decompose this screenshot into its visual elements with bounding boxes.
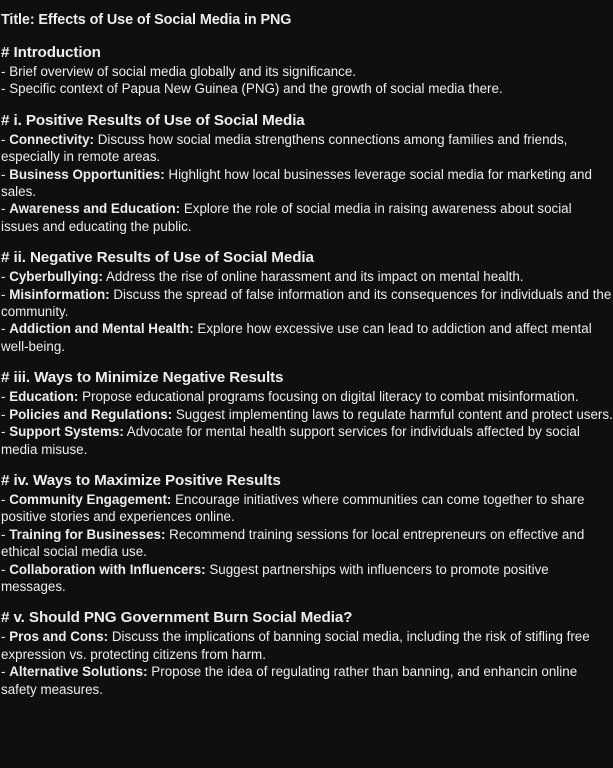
item-text: Specific context of Papua New Guinea (PNG) and the growth of social media there. [9,81,503,97]
item-term: Policies and Regulations: [9,406,173,422]
list-item [1,63,613,80]
section-introduction [1,43,613,98]
item-term: Cyberbullying: [9,269,103,285]
item-text: Brief overview of social media globally and its significance. [9,64,357,79]
item-text: Suggest partnerships with influencers to promote positive messages. [1,561,549,594]
list-item [1,663,613,698]
list-item [1,286,613,321]
item-text: Address the rise of online harassment and its impact on mental health. [102,269,524,285]
document [1,10,613,711]
section-negative-results [1,248,613,355]
item-prefix: - [1,81,10,97]
item-text: Suggest implementing laws to regulate harmful content and protect users. [172,406,613,422]
list-item [1,166,613,201]
item-text: Advocate for mental health support services for individuals affected by social media misuse. [1,424,580,457]
section-heading: # ii. Negative Results of Use of Social Media [1,249,314,267]
item-term: Awareness and Education: [9,201,181,217]
item-prefix: - [1,286,10,302]
item-prefix: - [1,664,10,680]
list-item [1,388,613,405]
item-prefix: - [1,269,10,285]
item-text: Explore the role of social media in raising awareness about social issues and educating the public. [1,201,572,234]
item-term: Training for Businesses: [9,526,166,542]
list-item [1,491,613,526]
item-prefix: - [1,321,10,337]
list-item [1,200,613,235]
item-term: Connectivity: [9,131,95,147]
item-prefix: - [1,201,10,217]
item-text: Propose the idea of regulating rather than banning, and enhancin online safety measures. [1,664,578,697]
item-term: Support Systems: [9,424,124,440]
list-item [1,526,613,561]
item-text: Propose educational programs focusing on digital literacy to combat misinformation. [78,389,579,405]
item-term: Collaboration with Influencers: [9,561,206,577]
item-text: Encourage initiatives where communities can come together to share positive stories and experiences online. [1,491,585,525]
section-heading: # i. Positive Results of Use of Social Media [1,111,305,129]
item-prefix: - [1,629,10,645]
item-prefix: - [1,64,10,79]
item-text: Discuss how social media strengthens connections among families and friends, especially in remote areas. [1,131,568,165]
item-term: Addiction and Mental Health: [9,321,194,337]
item-prefix: - [1,491,10,507]
item-prefix: - [1,406,10,422]
list-item [1,561,613,596]
item-text: Discuss the spread of false information and its consequences for individuals and the community. [1,286,612,320]
list-item [1,268,613,285]
item-prefix: - [1,389,10,405]
item-term: Alternative Solutions: [9,664,148,680]
item-term: Pros and Cons: [9,629,109,645]
list-item [1,80,613,97]
section-heading: # Introduction [1,44,101,61]
item-text: Recommend training sessions for local entrepreneurs on effective and ethical social media use. [1,526,585,560]
section-heading: # iii. Ways to Minimize Negative Results [1,369,284,387]
item-prefix: - [1,166,10,182]
section-heading: # iv. Ways to Maximize Positive Results [1,471,281,489]
item-term: Education: [9,389,79,405]
document-title: Title: Effects of Use of Social Media in PNG [1,12,292,28]
section-burn-social-media [1,608,613,698]
item-prefix: - [1,424,10,440]
list-item [1,406,613,423]
section-maximize-positive [1,471,613,595]
list-item [1,423,613,458]
section-heading: # v. Should PNG Government Burn Social Media? [1,609,353,627]
item-text: Explore how excessive use can lead to addiction and affect mental well-being. [1,321,592,354]
list-item [1,320,613,355]
item-prefix: - [1,561,10,577]
item-term: Misinformation: [9,286,110,302]
list-item [1,131,613,166]
item-prefix: - [1,131,10,147]
section-minimize-negative [1,368,613,458]
item-prefix: - [1,526,10,542]
list-item [1,628,613,663]
item-term: Community Engagement: [9,491,172,507]
item-text: Highlight how local businesses leverage social media for marketing and sales. [1,166,592,200]
section-positive-results [1,111,613,235]
item-text: Discuss the implications of banning social media, including the risk of stifling free expression vs. protecting citizens from harm. [1,629,590,662]
item-term: Business Opportunities: [9,166,165,182]
